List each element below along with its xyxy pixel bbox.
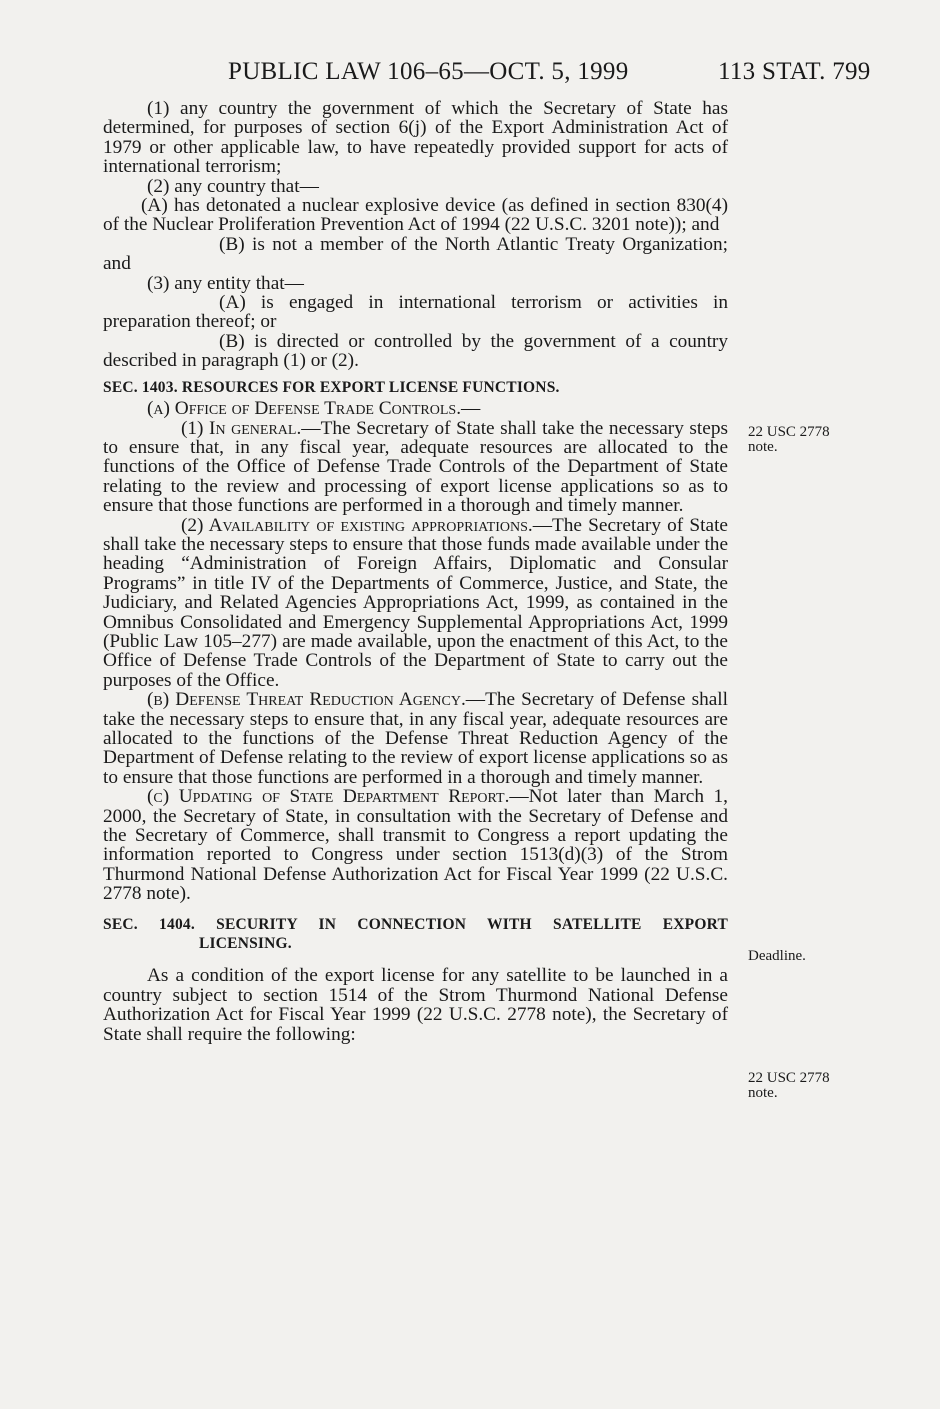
section-1404-text: As a condition of the export license for any satellite to be launched in a country subject to section 1514 of the Strom Thurmond National Defense Authorization Act for Fiscal Year 1999 (22 U.S.C. 2778 note), the Secretary of State shall require the following: [103, 965, 728, 1045]
section-1404-heading-line2: LICENSING. [199, 935, 292, 953]
para-2a: (A) has detonated a nuclear explosive device (as defined in section 830(4) of the Nuclear Proliferation Prevention Act of 1994 (22 U.S.C. 3201 note)); and [103, 195, 728, 236]
body-text [103, 99, 728, 1044]
subsection-c [103, 787, 728, 903]
subsection-c-heading: (c) Updating of State Department Report.— [147, 786, 529, 808]
paragraph-a2 [103, 516, 728, 691]
subsection-a-heading: (a) Office of Defense Trade Controls.— [147, 398, 481, 420]
section-1404-heading-line1: SEC. 1404. SECURITY IN CONNECTION WITH SATELLITE EXPORT [103, 915, 728, 933]
margin-note-1403: 22 USC 2778 note. [748, 424, 830, 455]
para-3a: (A) is engaged in international terrorism or activities in preparation thereof; or [103, 292, 728, 333]
subsection-c-text: Not later than March 1, 2000, the Secretary of State, in consultation with the Secretary of Defense and the Secretary of Commerce, shall transmit to Congress a report updating the information reported to Congress under section 1513(d)(3) of the Strom Thurmond National Defense Authorization Act for Fiscal Year 1999 (22 U.S.C. 2778 note). [103, 786, 728, 905]
page-header-title: PUBLIC LAW 106–65—OCT. 5, 1999 [228, 58, 629, 85]
paragraph-a1-heading: (1) In general.— [181, 417, 321, 439]
subsection-b-heading: (b) Defense Threat Reduction Agency.— [147, 689, 486, 711]
paragraph-a2-heading: (2) Availability of existing appropriations.— [181, 514, 552, 536]
margin-note-deadline: Deadline. [748, 948, 806, 964]
para-3: (3) any entity that— [147, 272, 304, 294]
paragraph-a2-text: The Secretary of State shall take the necessary steps to ensure that those funds made available under the heading “Administration of Foreign Affairs, Diplomatic and Consular Programs” in title IV of the Departments of Commerce, Justice, and State, the Judiciary, and Related Agencies Appropriations Act, 1999, as contained in the Omnibus Consolidated and Emergency Supplemental Appropriations Act, 1999 (Public Law 105–277) are made available, upon the enactment of this Act, to the Office of Defense Trade Controls of the Department of State to carry out the purposes of the Office. [103, 514, 728, 691]
para-2b: (B) is not a member of the North Atlantic Treaty Organization; and [103, 233, 728, 275]
margin-note-1404: 22 USC 2778 note. [748, 1070, 830, 1101]
subsection-b [103, 690, 728, 787]
paragraph-a1 [103, 419, 728, 516]
page-header-stat: 113 STAT. 799 [718, 58, 871, 85]
section-1403-heading: SEC. 1403. RESOURCES FOR EXPORT LICENSE FUNCTIONS. [103, 378, 560, 396]
paragraph-a1-text: The Secretary of State shall take the necessary steps to ensure that, in any fiscal year, adequate resources are allocated to the functions of the Office of Defense Trade Controls of the Department of State relating to the review and processing of export license applications so as to ensure that those functions are performed in a thorough and timely manner. [103, 417, 728, 517]
para-2: (2) any country that— [147, 175, 319, 197]
para-1: (1) any country the government of which the Secretary of State has determined, for purposes of section 6(j) of the Export Administration Act of 1979 or other applicable law, to have repeatedly provided support for acts of international terrorism; [103, 98, 728, 178]
para-3b: (B) is directed or controlled by the government of a country described in paragraph (1) or (2). [103, 330, 728, 372]
subsection-b-text: The Secretary of Defense shall take the necessary steps to ensure that, in any fiscal year, adequate resources are allocated to the functions of the Defense Threat Reduction Agency of the Department of Defense relating to the review of export license applications so as to ensure that those functions are performed in a thorough and timely manner. [103, 689, 728, 788]
